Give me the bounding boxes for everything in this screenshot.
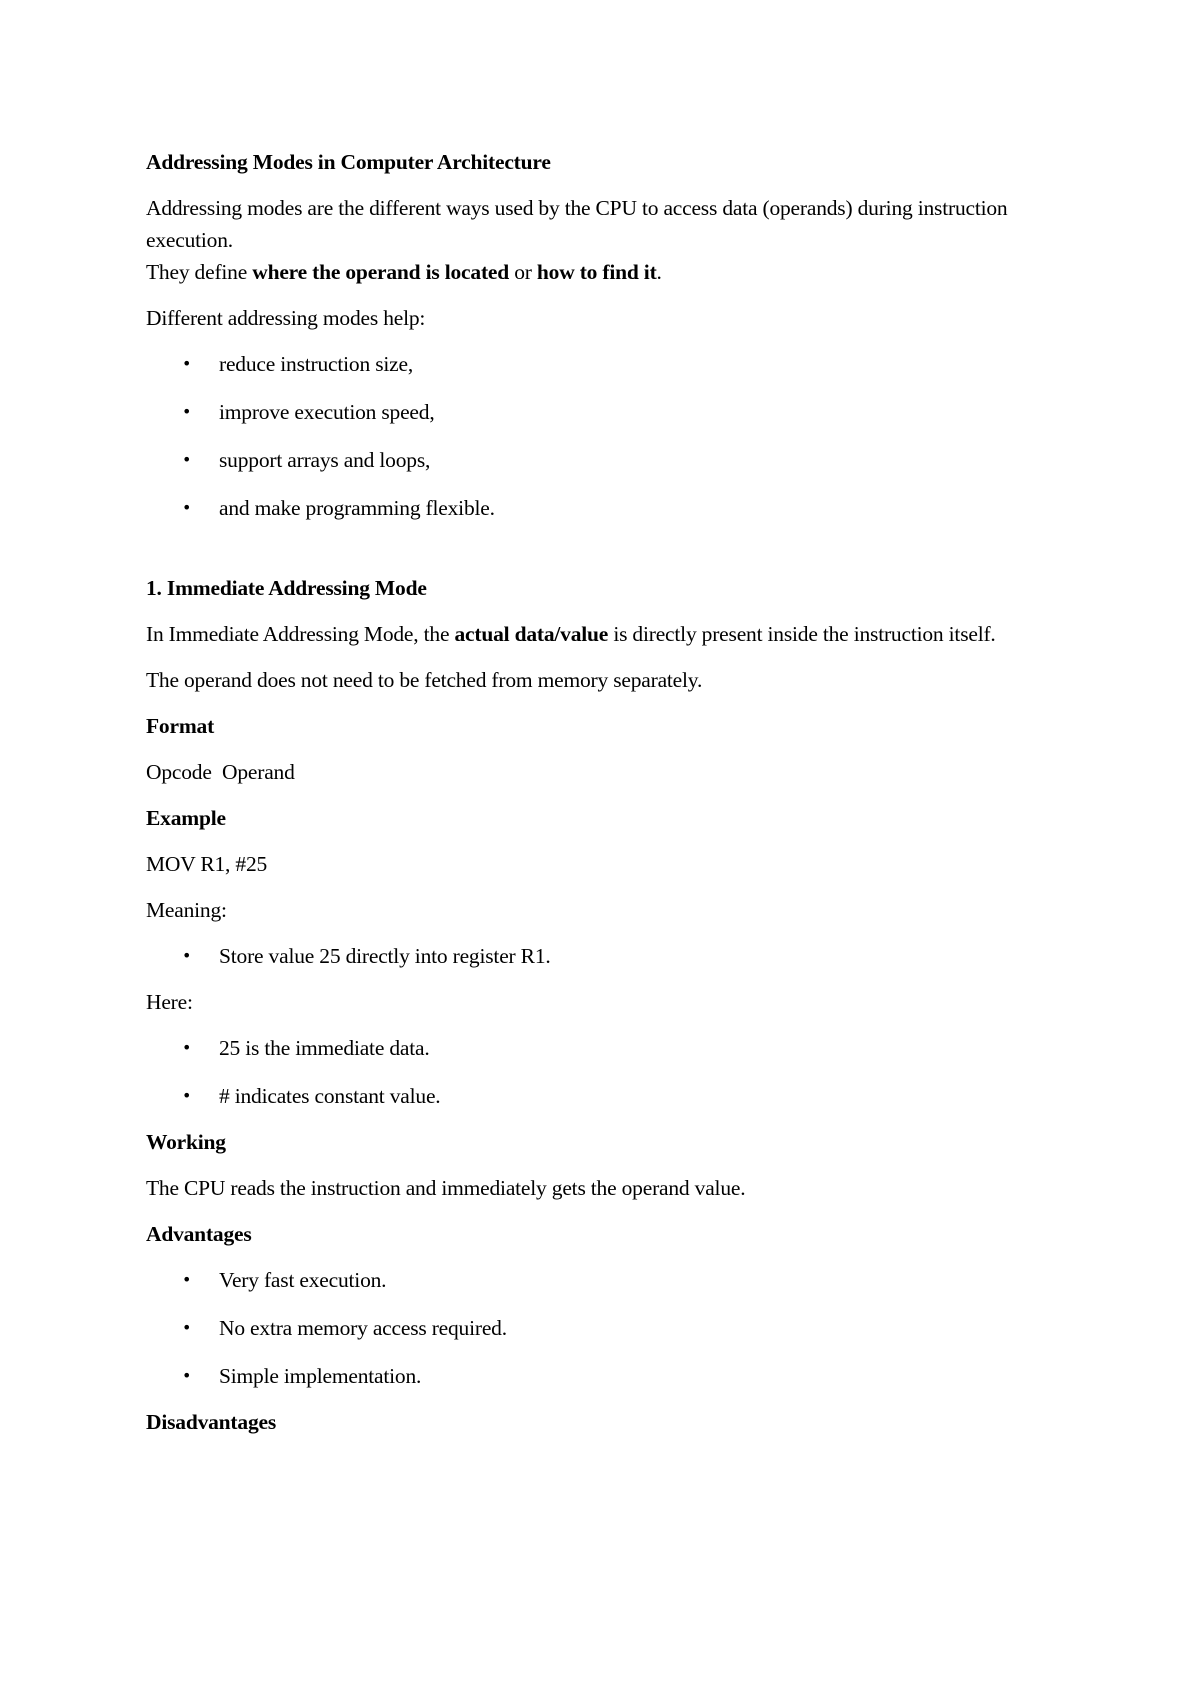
immediate-definition bbox=[146, 618, 1046, 650]
working-heading: Working bbox=[146, 1130, 226, 1154]
meaning-label: Meaning: bbox=[146, 898, 227, 922]
definition-bold: actual data/value bbox=[454, 622, 609, 646]
document-content bbox=[146, 146, 1046, 1452]
list-item bbox=[146, 396, 1046, 428]
list-item-text: 25 is the immediate data. bbox=[219, 1036, 430, 1060]
bullet-icon: • bbox=[182, 402, 192, 421]
intro-text-mid: or bbox=[509, 260, 537, 284]
working-text: The CPU reads the instruction and immediately gets the operand value. bbox=[146, 1176, 746, 1200]
format-text: Opcode Operand bbox=[146, 760, 295, 784]
list-item-text: improve execution speed, bbox=[219, 400, 435, 424]
example-heading: Example bbox=[146, 806, 226, 830]
page-title: Addressing Modes in Computer Architecture bbox=[146, 150, 551, 174]
intro-bold-location: where the operand is located bbox=[252, 260, 510, 284]
list-item bbox=[146, 492, 1046, 524]
example-code: MOV R1, #25 bbox=[146, 852, 268, 876]
list-item bbox=[146, 1080, 1046, 1112]
list-item bbox=[146, 1360, 1046, 1392]
immediate-definition-2: The operand does not need to be fetched from memory separately. bbox=[146, 668, 703, 692]
bullet-icon: • bbox=[182, 946, 192, 965]
intro-bold-find: how to find it bbox=[536, 260, 657, 284]
intro-definition bbox=[146, 256, 1046, 288]
definition-text-post: is directly present inside the instruction itself. bbox=[608, 622, 996, 646]
advantages-heading: Advantages bbox=[146, 1222, 252, 1246]
list-item-text: reduce instruction size, bbox=[219, 352, 414, 376]
list-item-text: Very fast execution. bbox=[219, 1268, 387, 1292]
intro-text-post: . bbox=[656, 260, 662, 284]
here-list bbox=[146, 1032, 1046, 1112]
bullet-icon: • bbox=[182, 1366, 192, 1385]
bullet-icon: • bbox=[182, 1038, 192, 1057]
list-item-text: and make programming flexible. bbox=[219, 496, 495, 520]
here-label: Here: bbox=[146, 990, 193, 1014]
help-list bbox=[146, 348, 1046, 524]
bullet-icon: • bbox=[182, 498, 192, 517]
list-item bbox=[146, 348, 1046, 380]
meaning-list bbox=[146, 940, 1046, 972]
bullet-icon: • bbox=[182, 1318, 192, 1337]
intro-paragraph: Addressing modes are the different ways used by the CPU to access data (operands) during instruction execution. bbox=[146, 196, 1008, 252]
bullet-icon: • bbox=[182, 354, 192, 373]
list-item-text: No extra memory access required. bbox=[219, 1316, 507, 1340]
disadvantages-heading: Disadvantages bbox=[146, 1410, 277, 1434]
list-item bbox=[146, 1032, 1046, 1064]
advantages-list bbox=[146, 1264, 1046, 1392]
list-item bbox=[146, 1312, 1046, 1344]
help-label: Different addressing modes help: bbox=[146, 306, 426, 330]
format-heading: Format bbox=[146, 714, 215, 738]
bullet-icon: • bbox=[182, 450, 192, 469]
section-heading-immediate: 1. Immediate Addressing Mode bbox=[146, 576, 427, 600]
intro-text-pre: They define bbox=[146, 260, 253, 284]
bullet-icon: • bbox=[182, 1270, 192, 1289]
list-item bbox=[146, 940, 1046, 972]
list-item bbox=[146, 444, 1046, 476]
list-item bbox=[146, 1264, 1046, 1296]
definition-text-pre: In Immediate Addressing Mode, the bbox=[146, 622, 455, 646]
list-item-text: Store value 25 directly into register R1. bbox=[219, 944, 551, 968]
bullet-icon: • bbox=[182, 1086, 192, 1105]
list-item-text: support arrays and loops, bbox=[219, 448, 431, 472]
list-item-text: # indicates constant value. bbox=[219, 1084, 441, 1108]
list-item-text: Simple implementation. bbox=[219, 1364, 422, 1388]
